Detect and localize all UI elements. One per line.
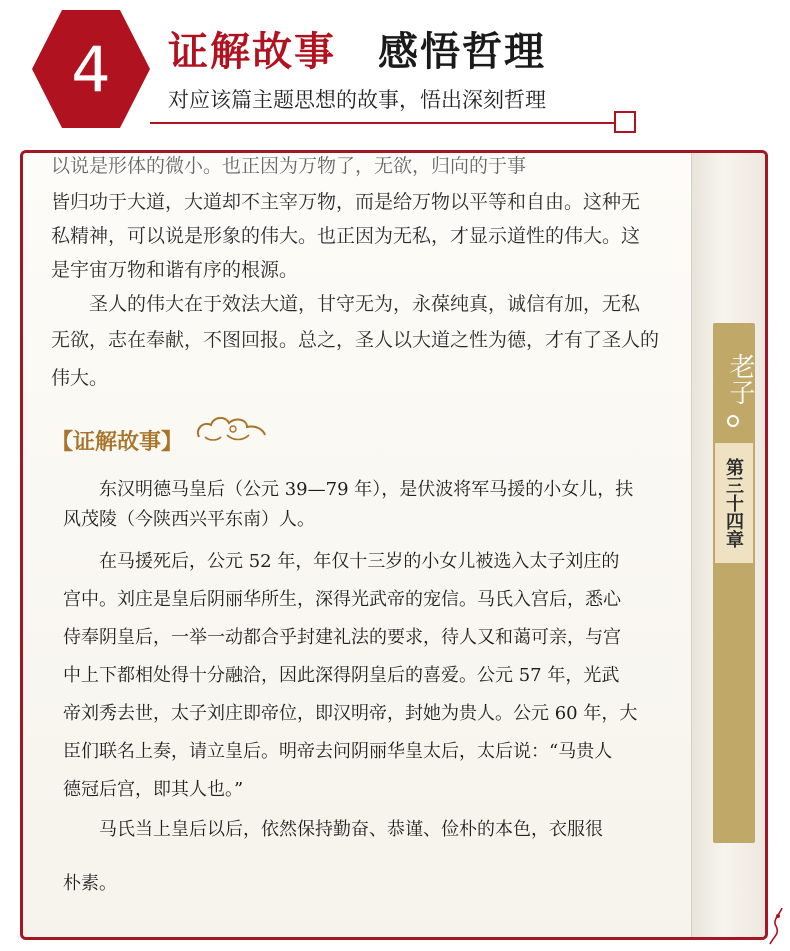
book-page: [23, 153, 723, 940]
tab-dot-icon: [727, 415, 739, 427]
text-line: 私精神，可以说是形象的伟大。也正因为无私，才显示道性的伟大。这: [51, 225, 641, 247]
text-line: 伟大。: [51, 367, 109, 389]
cloud-ornament-icon: [193, 411, 273, 451]
story-line: 臣们联名上奏，请立皇后。明帝去问阴丽华皇太后，太后说：“马贵人: [63, 741, 613, 762]
story-line: 朴素。: [63, 873, 117, 894]
header: [0, 0, 790, 150]
text-line: 无欲，志在奉献，不图回报。总之，圣人以大道之性为德，才有了圣人的: [51, 329, 660, 351]
story-line: 风茂陵（今陕西兴平东南）人。: [63, 509, 315, 530]
header-square-decoration: [614, 111, 636, 133]
header-divider: [150, 122, 618, 124]
story-line: 中上下都相处得十分融洽，因此深得阴皇后的喜爱。公元 57 年，光武: [63, 665, 620, 686]
title-red: 证解故事: [168, 29, 336, 75]
subtitle: 对应该篇主题思想的故事，悟出深刻哲理: [168, 88, 546, 112]
story-line: 在马援死后，公元 52 年，年仅十三岁的小女儿被选入太子刘庄的: [63, 551, 620, 572]
text-line: 以说是形体的微小。也正因为万物了，无欲，归向的于事: [51, 155, 527, 177]
book-title: 老子: [725, 353, 755, 405]
hexagon-number-badge: [28, 6, 154, 132]
side-chapter-tab: [713, 323, 755, 843]
story-line: 马氏当上皇后以后，依然保持勤奋、恭谨、俭朴的本色，衣服很: [63, 819, 603, 840]
text-line: 圣人的伟大在于效法大道，甘守无为，永葆纯真，诚信有加，无私: [51, 293, 641, 315]
text-line: 皆归功于大道，大道却不主宰万物，而是给万物以平等和自由。这种无: [51, 191, 641, 213]
chapter-label: 第三十四章: [723, 458, 744, 548]
story-line: 宫中。刘庄是皇后阴丽华所生，深得光武帝的宠信。马氏入宫后，悉心: [63, 589, 621, 610]
text-line: 是宇宙万物和谐有序的根源。: [51, 259, 299, 281]
story-line: 东汉明德马皇后（公元 39—79 年），是伏波将军马援的小女儿，扶: [63, 479, 634, 500]
story-line: 帝刘秀去世，太子刘庄即帝位，即汉明帝，封她为贵人。公元 60 年，大: [63, 703, 638, 724]
corner-flourish-icon: [766, 906, 786, 946]
title-black: 感悟哲理: [378, 29, 546, 75]
section-number: 4: [71, 32, 111, 106]
story-line: 德冠后宫，即其人也。”: [63, 779, 244, 800]
chapter-label-box: [715, 443, 753, 563]
story-line: 侍奉阴皇后，一举一动都合乎封建礼法的要求，待人又和蔼可亲，与宫: [63, 627, 621, 648]
section-heading: 【证解故事】: [51, 430, 184, 455]
book-photo-frame: [20, 150, 768, 940]
